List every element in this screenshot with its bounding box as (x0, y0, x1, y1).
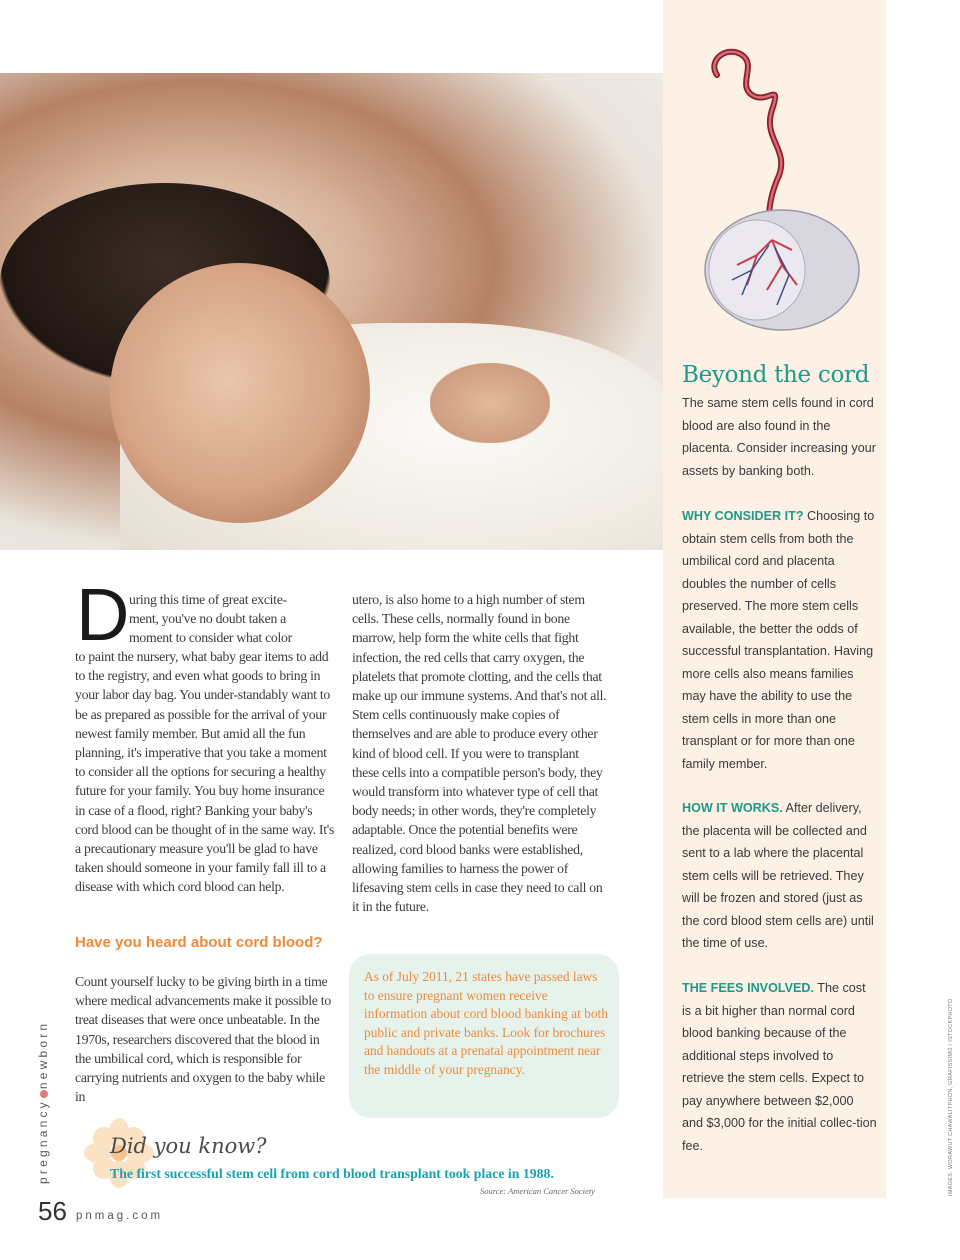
page-number: 56 (38, 1196, 67, 1226)
sidebar-section-why (682, 505, 878, 775)
site-url: pnmag.com (76, 1210, 164, 1222)
article-paragraph-1: to paint the nursery, what baby gear items to add to the registry, and even what goods to bring in your labor day bag. You under-standably want to be as prepared as possible for the arrival of your newest family member. But amid all the fun planning, it's imperative that you take a moment to consider all the options for securing a healthy future for your family. You buy home insurance in case of a flood, right? Banking your baby's cord blood can be thought of in the same way. It's a precautionary measure you'll be glad to have taken should someone in your family fall ill to a disease with which cord blood can help. (75, 649, 335, 895)
article-line: moment to consider what color (129, 630, 292, 646)
image-credit: IMAGES: WORAWUT CHAWALITPHON, GRAFISSIMO / ISTOCKPHOTO (948, 998, 954, 1196)
sidebar-section-fees (682, 977, 878, 1157)
article-column-2: utero, is also home to a high number of stem cells. These cells, normally found in bone marrow, help form the white cells that fight infection, the red cells that carry oxygen, the platelets that promote clotting, and the cells that make up our immune systems. And that's not all. Stem cells continuously make copies of themselves and are able to produce every other kind of blood cell. If you were to transplant these cells into a compatible person's body, they would transform into whatever type of cell that body needs; in other words, they're completely adaptable. Once the potential benefits were realized, cord blood banks were established, allowing families to harness the power of lifesaving stem cells in case they need to call on it in the future. (352, 592, 607, 915)
article-line: ment, you've no doubt taken a (129, 611, 287, 627)
placenta-cord-illustration (697, 40, 867, 340)
sidebar-title: Beyond the cord (682, 362, 870, 388)
sidebar-section-heading: WHY CONSIDER IT? (682, 509, 804, 523)
sidebar-section-text: Choosing to obtain stem cells from both the umbilical cord and placenta doubles the number of cells preserved. The more stem cells available, the better the odds of successful transplantation. Having more cells also means families may have the ability to use the stem cells in more than one transplant or for more than one family member. (682, 509, 875, 771)
newborn-photo (0, 73, 663, 550)
sidebar-intro: The same stem cells found in cord blood are also found in the placenta. Consider increasing your assets by banking both. (682, 396, 876, 478)
sidebar-section-text: After delivery, the placenta will be collected and sent to a lab where the placental stem cells will be retrieved. They will be frozen and stored (just as the cord blood stem cells are) until the time of use. (682, 801, 874, 950)
did-you-know-title: Did you know? (110, 1134, 267, 1158)
article-intro-lines (129, 590, 329, 648)
article-line: uring this time of great excite- (129, 592, 287, 607)
dot-icon (40, 1090, 48, 1098)
did-you-know-text: The first successful stem cell from cord blood transplant took place in 1988. (110, 1166, 554, 1181)
did-you-know-source: Source: American Cancer Society (480, 1186, 595, 1196)
article-paragraph-2: Count yourself lucky to be giving birth in a time where medical advancements make it possible to treat diseases that were once unbeatable. In the 1970s, researchers discovered that the blood in the umbilical cord, which is responsible for carrying nutrients and oxygen to the baby while in (75, 974, 331, 1105)
sidebar-section-heading: THE FEES INVOLVED. (682, 981, 815, 995)
section-label-pregnancy: pregnancy (36, 1099, 50, 1184)
sidebar-section-text: The cost is a bit higher than normal cord blood banking because of the additional steps involved to retrieve the stem cells. Expect to pay anywhere between $2,000 and $3,000 for the initial collec-tion fee. (682, 981, 877, 1153)
callout-text: As of July 2011, 21 states have passed laws to ensure pregnant women receive information about cord blood banking at both public and private banks. Look for brochures and handouts at a prenatal appointment near the middle of your pregnancy. (364, 969, 608, 1077)
section-label-newborn: newborn (36, 1020, 50, 1090)
sidebar-section-heading: HOW IT WORKS. (682, 801, 783, 815)
article-subhead: Have you heard about cord blood? (75, 934, 323, 951)
section-label (36, 1021, 50, 1184)
sidebar-section-how (682, 797, 878, 955)
drop-cap: D (76, 573, 130, 656)
